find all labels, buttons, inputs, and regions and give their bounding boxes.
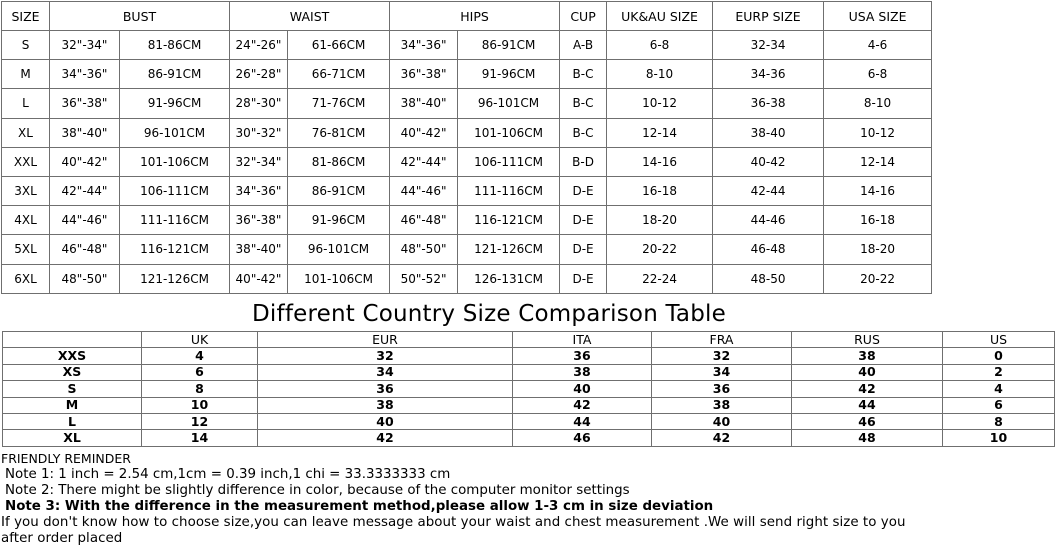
- comparison-cell: XXS: [3, 348, 142, 364]
- size-chart-cell: A-B: [560, 31, 607, 60]
- size-chart-row: [2, 60, 932, 89]
- size-chart-row: [2, 147, 932, 176]
- size-chart-cell: 34-36: [713, 60, 824, 89]
- size-chart-cell: 6-8: [824, 60, 932, 89]
- size-chart-cell: D-E: [560, 206, 607, 235]
- comparison-row: [3, 381, 1055, 397]
- comparison-cell: 6: [943, 397, 1055, 413]
- comparison-cell: 36: [258, 381, 513, 397]
- size-chart-cell: 38"-40": [390, 89, 458, 118]
- size-chart-cell: 40"-42": [230, 264, 288, 293]
- comparison-cell: 40: [792, 364, 943, 380]
- size-chart-cell: 48"-50": [50, 264, 120, 293]
- comparison-cell: 42: [792, 381, 943, 397]
- size-chart-cell: 91-96CM: [288, 206, 390, 235]
- comparison-cell: 42: [513, 397, 652, 413]
- size-chart-cell: 18-20: [607, 206, 713, 235]
- size-chart-cell: 24"-26": [230, 31, 288, 60]
- comparison-cell: 42: [258, 430, 513, 446]
- size-chart-cell: 66-71CM: [288, 60, 390, 89]
- size-chart-cell: B-C: [560, 89, 607, 118]
- size-chart-cell: 36"-38": [390, 60, 458, 89]
- size-chart-cell: 81-86CM: [120, 31, 230, 60]
- size-chart-cell: 32"-34": [50, 31, 120, 60]
- size-chart-cell: 28"-30": [230, 89, 288, 118]
- comparison-cell: L: [3, 413, 142, 429]
- size-chart-cell: 10-12: [824, 118, 932, 147]
- header-uk: UK: [142, 332, 258, 348]
- size-chart-cell: 40-42: [713, 147, 824, 176]
- comparison-cell: 34: [258, 364, 513, 380]
- size-chart-cell: 26"-28": [230, 60, 288, 89]
- comparison-row: [3, 364, 1055, 380]
- header-eur: EUR: [258, 332, 513, 348]
- comparison-cell: 4: [142, 348, 258, 364]
- size-chart-cell: 44-46: [713, 206, 824, 235]
- size-chart-cell: D-E: [560, 264, 607, 293]
- size-chart-cell: 18-20: [824, 235, 932, 264]
- size-chart-cell: 81-86CM: [288, 147, 390, 176]
- size-chart-cell: M: [2, 60, 50, 89]
- size-chart-row: [2, 31, 932, 60]
- size-chart-cell: 111-116CM: [120, 206, 230, 235]
- comparison-cell: 8: [142, 381, 258, 397]
- size-chart-cell: 34"-36": [390, 31, 458, 60]
- header-ita: ITA: [513, 332, 652, 348]
- size-chart-cell: 106-111CM: [120, 176, 230, 205]
- size-chart-cell: 12-14: [824, 147, 932, 176]
- size-chart-cell: B-D: [560, 147, 607, 176]
- size-chart-cell: 34"-36": [230, 176, 288, 205]
- size-chart-row: [2, 176, 932, 205]
- size-chart-cell: D-E: [560, 176, 607, 205]
- size-chart-cell: 30"-32": [230, 118, 288, 147]
- comparison-row: [3, 413, 1055, 429]
- notes-section: [1, 451, 933, 547]
- size-chart-row: [2, 118, 932, 147]
- size-chart-cell: 111-116CM: [458, 176, 560, 205]
- size-chart-cell: 91-96CM: [458, 60, 560, 89]
- comparison-cell: 32: [258, 348, 513, 364]
- comparison-header-row: [3, 332, 1055, 348]
- size-chart-cell: S: [2, 31, 50, 60]
- size-chart-cell: 42"-44": [50, 176, 120, 205]
- header-blank: [3, 332, 142, 348]
- comparison-cell: 14: [142, 430, 258, 446]
- size-chart-cell: 8-10: [607, 60, 713, 89]
- comparison-cell: 48: [792, 430, 943, 446]
- size-chart-cell: D-E: [560, 235, 607, 264]
- size-chart-cell: XL: [2, 118, 50, 147]
- size-chart-cell: 121-126CM: [458, 235, 560, 264]
- size-chart-row: [2, 235, 932, 264]
- size-chart-cell: 42"-44": [390, 147, 458, 176]
- header-size: SIZE: [2, 2, 50, 31]
- comparison-cell: 40: [652, 413, 792, 429]
- size-chart-cell: 96-101CM: [458, 89, 560, 118]
- comparison-row: [3, 397, 1055, 413]
- note-3: Note 3: With the difference in the measurement method,please allow 1-3 cm in size deviation: [5, 499, 714, 514]
- size-chart-cell: 96-101CM: [120, 118, 230, 147]
- comparison-cell: 10: [142, 397, 258, 413]
- size-chart-cell: 32"-34": [230, 147, 288, 176]
- size-advice: If you don't know how to choose size,you can leave message about your waist and chest measurement .We will send right size to you after order placed: [1, 515, 906, 546]
- country-comparison-table: [2, 331, 1055, 447]
- size-chart-row: [2, 264, 932, 293]
- size-chart-cell: 96-101CM: [288, 235, 390, 264]
- size-chart-cell: 36-38: [713, 89, 824, 118]
- header-fra: FRA: [652, 332, 792, 348]
- size-chart-cell: 20-22: [607, 235, 713, 264]
- header-hips: HIPS: [390, 2, 560, 31]
- size-chart-cell: 101-106CM: [288, 264, 390, 293]
- size-chart-cell: 126-131CM: [458, 264, 560, 293]
- size-chart-cell: 5XL: [2, 235, 50, 264]
- comparison-cell: 38: [652, 397, 792, 413]
- size-chart-cell: 14-16: [824, 176, 932, 205]
- header-rus: RUS: [792, 332, 943, 348]
- friendly-reminder: FRIENDLY REMINDER: [1, 451, 131, 466]
- size-chart-cell: 16-18: [824, 206, 932, 235]
- size-chart-cell: 10-12: [607, 89, 713, 118]
- size-chart-cell: 38"-40": [50, 118, 120, 147]
- note-2: Note 2: There might be slightly difference in color, because of the computer monitor settings: [5, 483, 630, 498]
- comparison-cell: M: [3, 397, 142, 413]
- comparison-cell: 12: [142, 413, 258, 429]
- size-chart-cell: 32-34: [713, 31, 824, 60]
- size-chart-cell: 14-16: [607, 147, 713, 176]
- size-chart-cell: 101-106CM: [120, 147, 230, 176]
- size-chart-cell: 42-44: [713, 176, 824, 205]
- comparison-cell: 40: [513, 381, 652, 397]
- comparison-cell: 46: [513, 430, 652, 446]
- size-chart-cell: 86-91CM: [288, 176, 390, 205]
- size-chart-cell: 38"-40": [230, 235, 288, 264]
- size-chart-cell: 86-91CM: [458, 31, 560, 60]
- comparison-cell: 6: [142, 364, 258, 380]
- size-chart-cell: 116-121CM: [120, 235, 230, 264]
- size-chart-cell: 91-96CM: [120, 89, 230, 118]
- size-chart-row: [2, 89, 932, 118]
- header-us: US: [943, 332, 1055, 348]
- size-chart-cell: 76-81CM: [288, 118, 390, 147]
- size-chart-cell: 20-22: [824, 264, 932, 293]
- comparison-row: [3, 430, 1055, 446]
- size-chart-row: [2, 206, 932, 235]
- size-chart-cell: 16-18: [607, 176, 713, 205]
- size-chart-cell: 46"-48": [50, 235, 120, 264]
- comparison-cell: XS: [3, 364, 142, 380]
- comparison-cell: 42: [652, 430, 792, 446]
- comparison-cell: 44: [792, 397, 943, 413]
- size-chart-cell: 6-8: [607, 31, 713, 60]
- comparison-cell: 32: [652, 348, 792, 364]
- header-cup: CUP: [560, 2, 607, 31]
- comparison-cell: 40: [258, 413, 513, 429]
- size-chart-cell: 4XL: [2, 206, 50, 235]
- size-chart-cell: L: [2, 89, 50, 118]
- size-chart-cell: 34"-36": [50, 60, 120, 89]
- size-chart-cell: 4-6: [824, 31, 932, 60]
- header-uk-au-size: UK&AU SIZE: [607, 2, 713, 31]
- comparison-cell: 0: [943, 348, 1055, 364]
- size-chart-cell: 36"-38": [50, 89, 120, 118]
- size-chart-cell: 48-50: [713, 264, 824, 293]
- comparison-cell: 38: [258, 397, 513, 413]
- size-chart-table: [1, 1, 932, 294]
- size-chart-cell: 71-76CM: [288, 89, 390, 118]
- comparison-cell: 38: [792, 348, 943, 364]
- header-waist: WAIST: [230, 2, 390, 31]
- size-chart-cell: 12-14: [607, 118, 713, 147]
- comparison-cell: 46: [792, 413, 943, 429]
- size-chart-cell: 8-10: [824, 89, 932, 118]
- size-chart-cell: 44"-46": [50, 206, 120, 235]
- size-chart-cell: 46"-48": [390, 206, 458, 235]
- comparison-cell: 8: [943, 413, 1055, 429]
- size-chart-cell: 36"-38": [230, 206, 288, 235]
- size-chart-cell: 3XL: [2, 176, 50, 205]
- size-chart-cell: 40"-42": [390, 118, 458, 147]
- size-chart-cell: 50"-52": [390, 264, 458, 293]
- comparison-cell: 44: [513, 413, 652, 429]
- header-bust: BUST: [50, 2, 230, 31]
- size-chart-cell: 121-126CM: [120, 264, 230, 293]
- size-chart-cell: 116-121CM: [458, 206, 560, 235]
- size-chart-cell: 38-40: [713, 118, 824, 147]
- size-chart-cell: 48"-50": [390, 235, 458, 264]
- size-chart-cell: 46-48: [713, 235, 824, 264]
- comparison-cell: 34: [652, 364, 792, 380]
- note-1: Note 1: 1 inch = 2.54 cm,1cm = 0.39 inch,1 chi = 33.3333333 cm: [5, 467, 451, 482]
- size-chart-cell: 40"-42": [50, 147, 120, 176]
- comparison-cell: 2: [943, 364, 1055, 380]
- size-chart-cell: 106-111CM: [458, 147, 560, 176]
- size-chart-cell: B-C: [560, 118, 607, 147]
- size-chart-cell: 61-66CM: [288, 31, 390, 60]
- size-chart-cell: 44"-46": [390, 176, 458, 205]
- comparison-cell: S: [3, 381, 142, 397]
- comparison-row: [3, 348, 1055, 364]
- header-eurp-size: EURP SIZE: [713, 2, 824, 31]
- size-chart-cell: B-C: [560, 60, 607, 89]
- comparison-cell: 36: [513, 348, 652, 364]
- size-chart-cell: 101-106CM: [458, 118, 560, 147]
- size-chart-cell: 22-24: [607, 264, 713, 293]
- comparison-cell: XL: [3, 430, 142, 446]
- comparison-cell: 38: [513, 364, 652, 380]
- size-chart-cell: 86-91CM: [120, 60, 230, 89]
- comparison-title: Different Country Size Comparison Table: [252, 301, 726, 327]
- comparison-cell: 36: [652, 381, 792, 397]
- header-usa-size: USA SIZE: [824, 2, 932, 31]
- size-chart-cell: 6XL: [2, 264, 50, 293]
- size-chart-cell: XXL: [2, 147, 50, 176]
- comparison-cell: 10: [943, 430, 1055, 446]
- size-chart-header-row: [2, 2, 932, 31]
- comparison-cell: 4: [943, 381, 1055, 397]
